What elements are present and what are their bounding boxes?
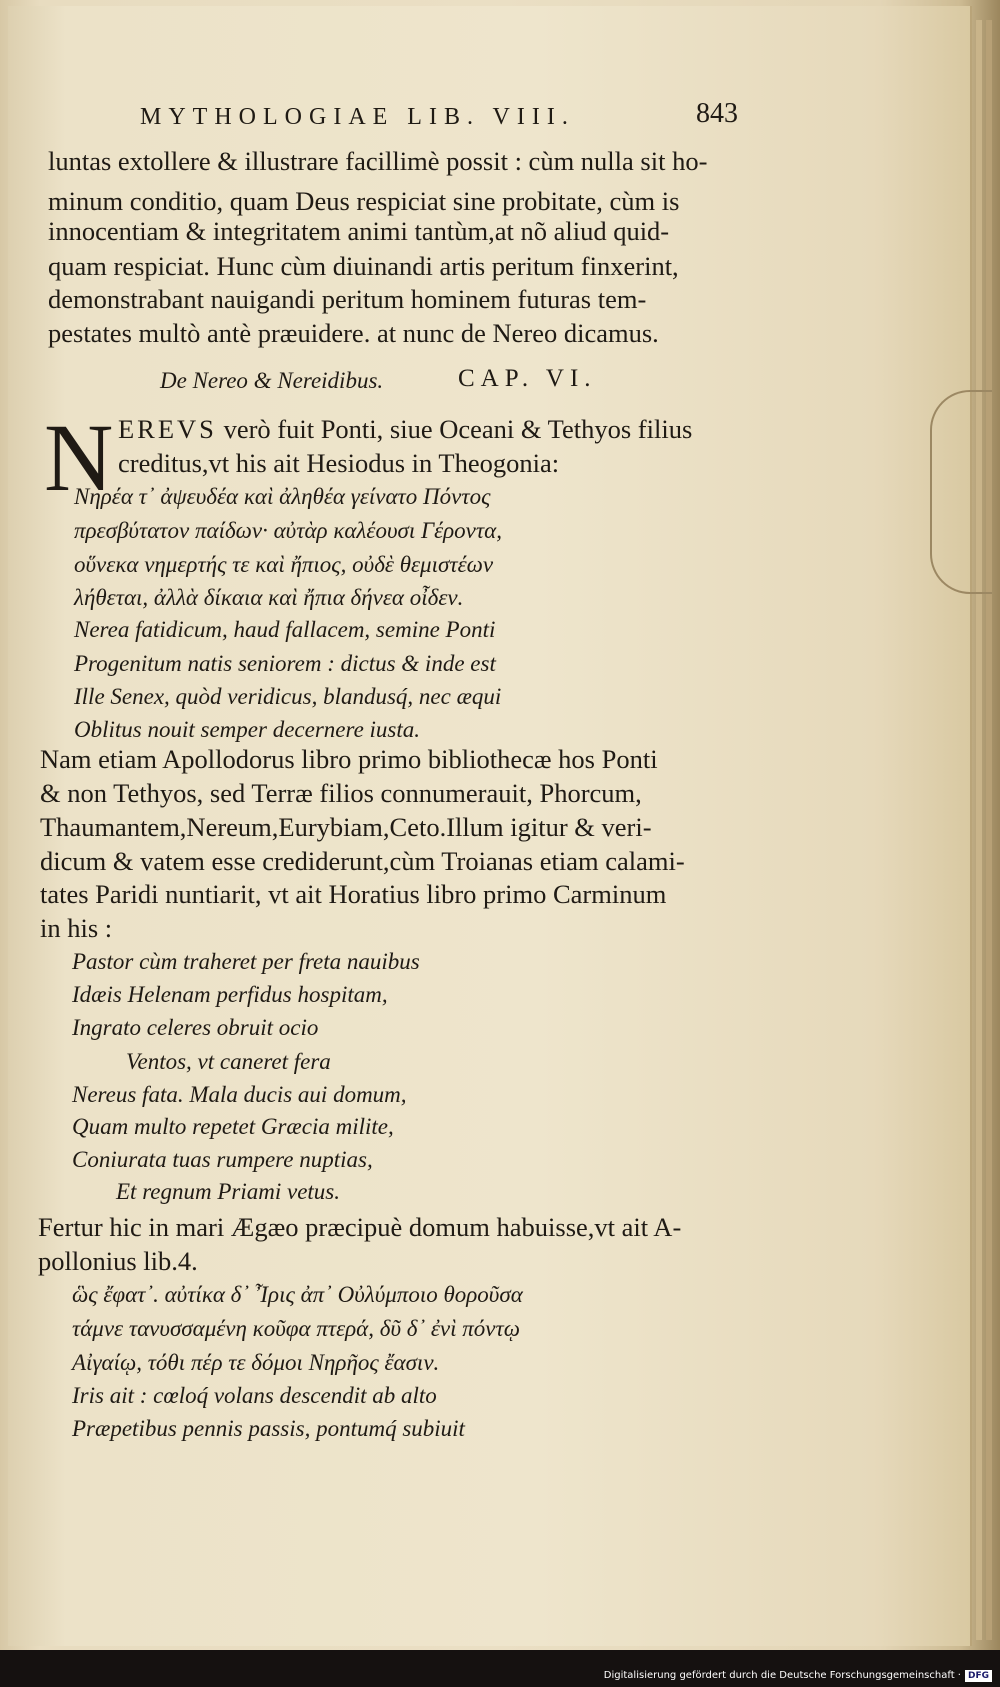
text-line: innocentiam & integritatem animi tantùm,at nõ aliud quid- xyxy=(48,216,670,246)
text-line: minum conditio, quam Deus respiciat sine probitate, cùm is xyxy=(48,186,680,216)
greek-verse: τάμνε τανυσσαμένη κοῦφα πτερά, δῦ δ᾽ ἐνὶ πόντῳ xyxy=(72,1316,520,1341)
text-line: Nam etiam Apollodorus libro primo bibliothecæ hos Ponti xyxy=(40,744,658,774)
text-line: & non Tethyos, sed Terræ filios connumerauit, Phorcum, xyxy=(40,778,642,808)
page-number: 843 xyxy=(696,98,738,129)
greek-verse: Αἰγαίῳ, τόθι πέρ τε δόμοι Νηρῆος ἔασιν. xyxy=(72,1350,440,1375)
latin-verse: Oblitus nouit semper decernere iusta. xyxy=(74,717,421,742)
text-line: creditus,vt his ait Hesiodus in Theogonia: xyxy=(118,448,560,478)
latin-verse: Progenitum natis seniorem : dictus & inde est xyxy=(74,651,496,676)
latin-verse: Nereus fata. Mala ducis aui domum, xyxy=(72,1082,407,1107)
chapter-number: CAP. VI. xyxy=(458,365,597,392)
text-line: tates Paridi nuntiarit, vt ait Horatius libro primo Carminum xyxy=(40,879,667,909)
page-edge xyxy=(986,20,992,1640)
drop-cap: N xyxy=(44,404,114,511)
latin-verse: Ingrato celeres obruit ocio xyxy=(72,1015,319,1040)
text-line: Fertur hic in mari Ægæo præcipuè domum habuisse,vt ait A- xyxy=(38,1212,682,1242)
greek-verse: οὕνεκα νημερτής τε καὶ ἤπιος, οὐδὲ θεμιστέων xyxy=(74,552,494,577)
latin-verse: Nerea fatidicum, haud fallacem, semine Ponti xyxy=(74,617,496,642)
latin-verse: Quam multo repetet Græcia milite, xyxy=(72,1114,394,1139)
text-line: pollonius lib.4. xyxy=(38,1246,198,1276)
credit-text: Digitalisierung gefördert durch die Deutsche Forschungsgemeinschaft · xyxy=(603,1670,961,1681)
text-line: dicum & vatem esse crediderunt,cùm Troianas etiam calami- xyxy=(40,846,685,876)
text-line: pestates multò antè præuidere. at nunc de Nereo dicamus. xyxy=(48,318,659,348)
latin-verse: Idæis Helenam perfidus hospitam, xyxy=(72,982,388,1007)
greek-verse: ὣς ἔφατ᾽. αὐτίκα δ᾽ Ἶρις ἀπ᾽ Οὐλύμποιο θοροῦσα xyxy=(72,1282,523,1307)
latin-verse: Pastor cùm traheret per freta nauibus xyxy=(72,949,420,974)
latin-verse: Coniurata tuas rumpere nuptias, xyxy=(72,1147,373,1172)
page-curl xyxy=(930,390,992,594)
text-line: demonstrabant nauigandi peritum hominem futuras tem- xyxy=(48,284,647,314)
dfg-logo: DFG xyxy=(965,1670,992,1682)
latin-verse: Et regnum Priami vetus. xyxy=(116,1179,341,1204)
latin-verse: Iris ait : cœloq́ volans descendit ab alto xyxy=(72,1383,437,1408)
chapter-title: De Nereo & Nereidibus. xyxy=(160,368,384,393)
latin-verse: Ille Senex, quòd veridicus, blandusq́, nec æqui xyxy=(74,684,502,709)
text-line: luntas extollere & illustrare facillimè possit : cùm nulla sit ho- xyxy=(48,146,708,176)
latin-verse: Ventos, vt caneret fera xyxy=(126,1049,331,1074)
running-title: MYTHOLOGIAE LIB. VIII. xyxy=(140,104,575,130)
greek-verse: πρεσβύτατον παίδων· αὐτὰρ καλέουσι Γέροντα, xyxy=(74,518,502,543)
latin-verse: Præpetibus pennis passis, pontumq́ subiuit xyxy=(72,1416,465,1441)
greek-verse: λήθεται, ἀλλὰ δίκαια καὶ ἤπια δήνεα οἶδεν. xyxy=(74,585,464,610)
text-line: quam respiciat. Hunc cùm diuinandi artis peritum finxerint, xyxy=(48,251,679,281)
digitization-credit xyxy=(604,1670,992,1685)
page-edge xyxy=(976,20,982,1640)
text-line: Thaumantem,Nereum,Eurybiam,Ceto.Illum igitur & veri- xyxy=(40,812,652,842)
text-line: in his : xyxy=(40,913,113,943)
greek-verse: Νηρέα τ᾽ ἀψευδέα καὶ ἀληθέα γείνατο Πόντος xyxy=(74,484,491,509)
text-line: EREVS verò fuit Ponti, siue Oceani & Tethyos filius xyxy=(118,414,693,444)
